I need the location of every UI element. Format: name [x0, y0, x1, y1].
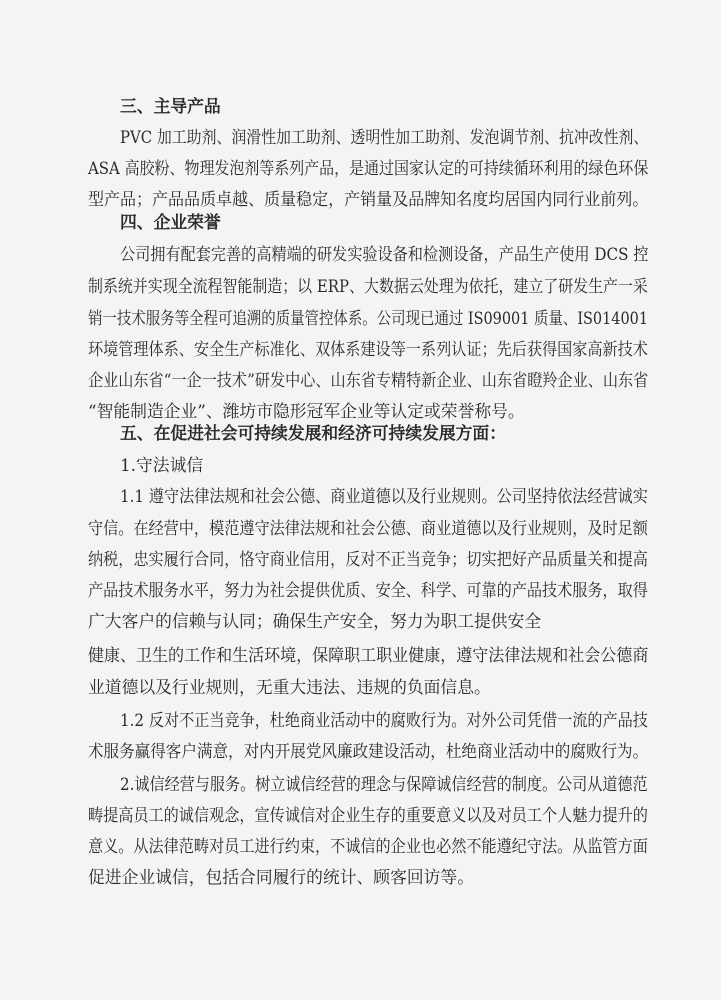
paragraph-line: 企业山东省“一企一技术”研发中心、山东省专精特新企业、山东省瞪羚企业、山东省 — [88, 370, 649, 390]
paragraph-line: 业道德以及行业规则，无重大违法、违规的负面信息。 — [88, 677, 491, 697]
paragraph-line: 守信。在经营中，模范遵守法律法规和社会公德、商业道德以及行业规则，及时足额 — [88, 518, 648, 538]
paragraph-line: 意义。从法律范畴对员工进行约束，不诚信的企业也必然不能遵纪守法。从监管方面 — [88, 836, 648, 856]
paragraph-line: 术服务赢得客户满意，对内开展党风廉政建设活动，杜绝商业活动中的腐败行为。 — [88, 741, 649, 761]
paragraph-line: 制系统并实现全流程智能制造；以 ERP、大数据云处理为依托，建立了研发生产一采 — [88, 276, 648, 296]
paragraph-line: “智能制造企业”、潍坊市隐形冠军企业等认定或荣誉称号。 — [88, 401, 525, 421]
section-3-heading: 三、主导产品 — [120, 96, 221, 116]
paragraph-line: 销一技术服务等全程可追溯的质量管控体系。公司现已通过 IS09001 质量、IS014001 — [88, 308, 649, 328]
paragraph-line: 2.诚信经营与服务。树立诚信经营的理念与保障诚信经营的制度。公司从道德范 — [120, 774, 648, 794]
paragraph-line: 1.2 反对不正当竞争，杜绝商业活动中的腐败行为。对外公司凭借一流的产品技 — [120, 710, 648, 730]
paragraph-line: 健康、卫生的工作和生活环境，保障职工职业健康，遵守法律法规和社会公德商 — [88, 645, 649, 665]
paragraph-line: PVC 加工助剂、润滑性加工助剂、透明性加工助剂、发泡调节剂、抗冲改性剂、 — [120, 127, 649, 147]
paragraph-line: ASA 高胶粉、物理发泡剂等系列产品，是通过国家认定的可持续循环利用的绿色环保 — [88, 158, 649, 178]
paragraph-line: 促进企业诚信，包括合同履行的统计、顾客回访等。 — [88, 867, 474, 887]
paragraph-line: 1.1 遵守法律法规和社会公德、商业道德以及行业规则。公司坚持依法经营诚实 — [120, 486, 648, 506]
paragraph-line: 环境管理体系、安全生产标准化、双体系建设等一系列认证；先后获得国家高新技术 — [88, 339, 648, 359]
paragraph-line: 公司拥有配套完善的高精端的研发实验设备和检测设备，产品生产使用 DCS 控 — [120, 244, 649, 264]
paragraph-line: 型产品；产品品质卓越、质量稳定，产销量及品牌知名度均居国内同行业前列。 — [88, 189, 649, 209]
paragraph-line: 纳税，忠实履行合同，恪守商业信用，反对不正当竞争；切实把好产品质量关和提高 — [88, 549, 648, 569]
paragraph-line: 产品技术服务水平，努力为社会提供优质、安全、科学、可靠的产品技术服务，取得 — [88, 580, 648, 600]
section-5-heading: 五、在促进社会可持续发展和经济可持续发展方面： — [120, 423, 506, 443]
paragraph-line: 广大客户的信赖与认同；确保生产安全，努力为职工提供安全 — [88, 611, 542, 631]
subsection-1-heading: 1.守法诚信 — [120, 455, 204, 475]
section-4-heading: 四、企业荣誉 — [120, 212, 221, 232]
paragraph-line: 畴提高员工的诚信观念，宣传诚信对企业生存的重要意义以及对员工个人魅力提升的 — [88, 805, 648, 825]
